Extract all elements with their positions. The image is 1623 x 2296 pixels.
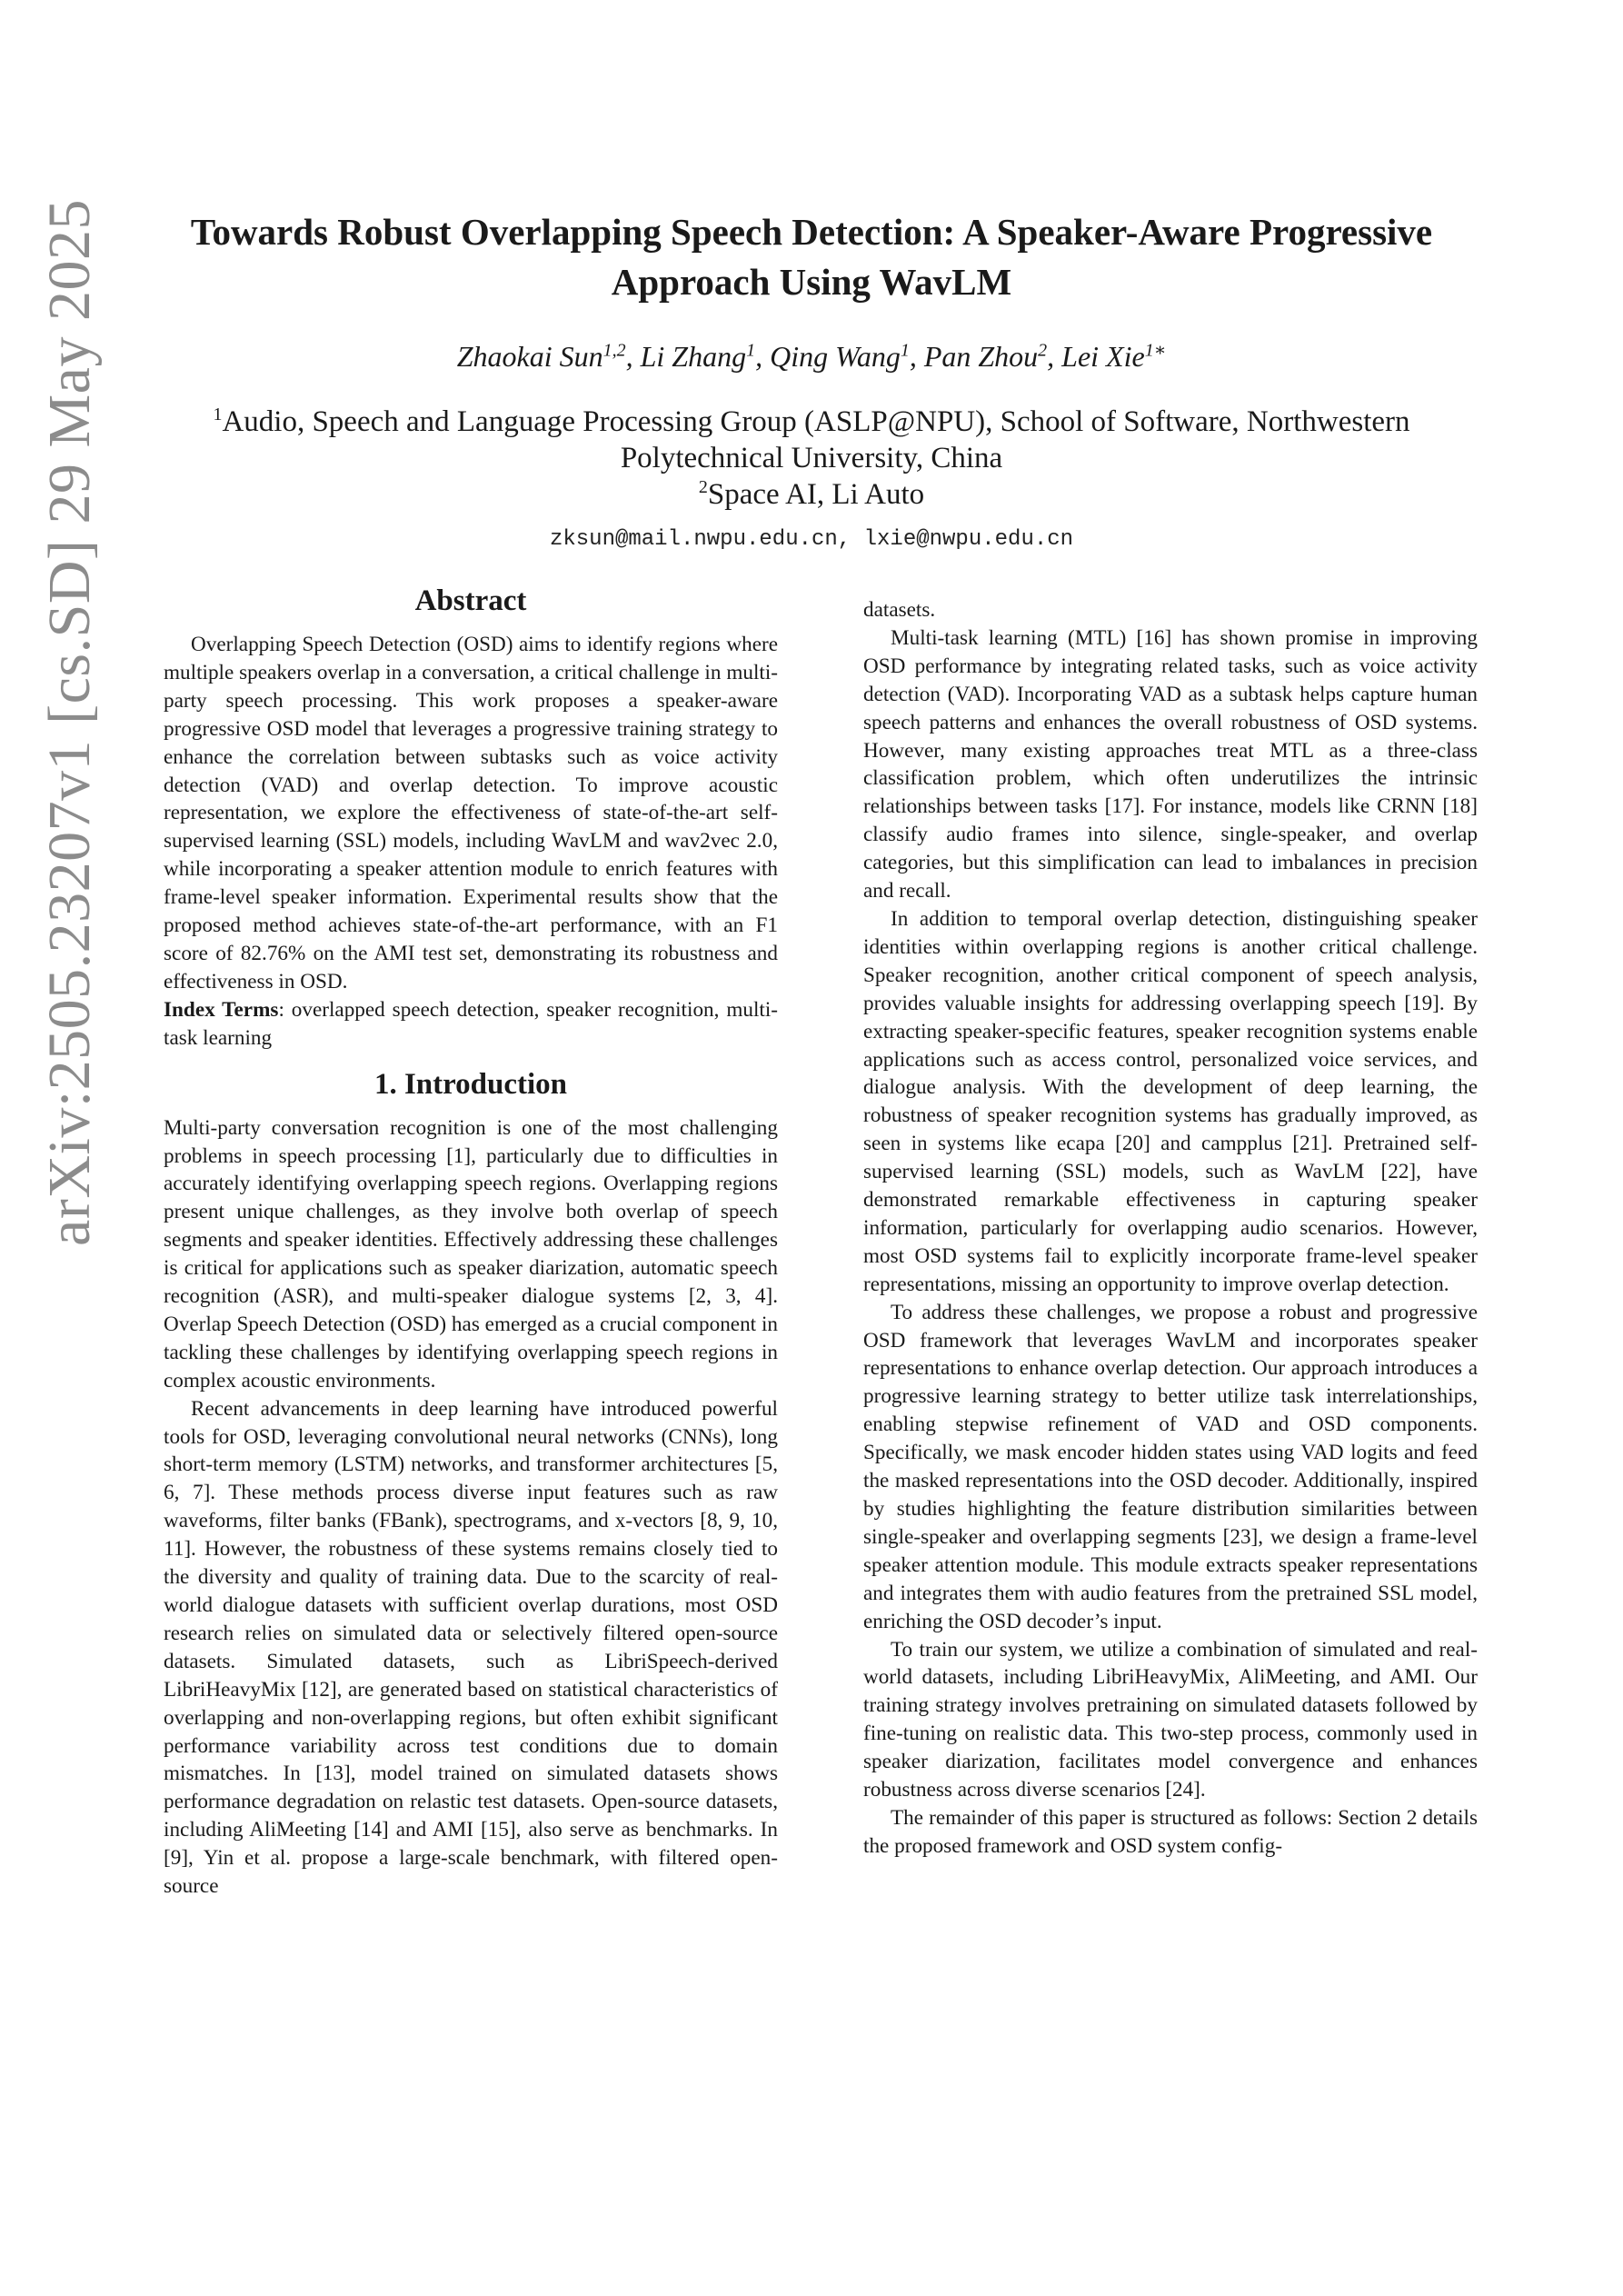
intro-paragraph-5: To address these challenges, we propose a robust and progressive OSD framework that leverages WavLM and incorporates speaker representations to enhance overlap detection. Our approach introduces a progressive learning strategy to better utilize task interrelationships, enabling stepwise refinement of VAD and OSD components. Specifically, we mask encoder hidden states using VAD logits and feed the masked representations into the OSD decoder. Additionally, inspired by studies highlighting the feature distribution similarities between single-speaker and overlapping segments [23], we design a frame-level speaker attention module. This module extracts speaker representations and integrates them with audio features from the pretrained SSL model, enriching the OSD decoder’s input. <box>863 1300 1478 1633</box>
intro-paragraph-6: To train our system, we utilize a combination of simulated and real-world datasets, including LibriHeavyMix, AliMeeting, and AMI. Our training strategy involves pretraining on simulated datasets followed by fine-tuning on realistic data. This two-step process, commonly used in speaker diarization, facilitates model convergence and enhances robustness across diverse scenarios [24]. <box>863 1637 1478 1802</box>
intro-paragraph-2-cont: datasets. <box>863 598 936 622</box>
left-column <box>164 582 778 1901</box>
right-column <box>863 596 1478 1861</box>
intro-paragraph-7: The remainder of this paper is structured as follows: Section 2 details the proposed framework and OSD system config- <box>863 1805 1478 1858</box>
index-terms: Index Terms: overlapped speech detection, speaker recognition, multi-task learning <box>164 997 778 1050</box>
paper-title <box>136 207 1487 307</box>
author-list <box>136 338 1487 374</box>
abstract-heading: Abstract <box>414 584 527 617</box>
title-line-1: Towards Robust Overlapping Speech Detection: A Speaker-Aware Progressive <box>190 211 1433 253</box>
intro-paragraph-3: Multi-task learning (MTL) [16] has shown promise in improving OSD performance by integrating related tasks, such as voice activity detection (VAD). Incorporating VAD as a subtask helps capture human speech patterns and enhances the overall robustness of OSD systems. However, many existing approaches treat MTL as a three-class classification problem, which often underutilizes the intrinsic relationships between tasks [17]. For instance, models like CRNN [18] classify audio frames into silence, single-speaker, and overlap categories, but this simplification can lead to imbalances in precision and recall. <box>863 625 1478 903</box>
author: Zhaokai Sun$^{1,2}$, <box>456 340 641 373</box>
affiliation-2: $^2$Space AI, Li Auto <box>698 477 925 511</box>
author-emails: zksun@mail.nwpu.edu.cn, lxie@nwpu.edu.cn <box>549 527 1074 552</box>
intro-paragraph-2: Recent advancements in deep learning have introduced powerful tools for OSD, leveraging convolutional neural networks (CNNs), long short-term memory (LSTM) networks, and transformer architectures [5, 6, 7]. These methods process diverse input features such as raw waveforms, filter banks (FBank), spectrograms, and x-vectors [8, 9, 10, 11]. However, the robustness of these systems remains closely tied to the diversity and quality of training data. Due to the scarcity of real-world dialogue datasets with sufficient overlap durations, most OSD research relies on simulated data or selectively filtered open-source datasets. Simulated datasets, such as LibriSpeech-derived LibriHeavyMix [12], are generated based on statistical characteristics of overlapping and non-overlapping regions, but often exhibit significant performance variability across test conditions due to domain mismatches. In [13], model trained on simulated datasets shows performance degradation on relastic test datasets. Open-source datasets, including AliMeeting [14] and AMI [15], also serve as benchmarks. In [9], Yin et al. propose a large-scale benchmark, with filtered open-source <box>164 1396 778 1899</box>
intro-paragraph-1: Multi-party conversation recognition is one of the most challenging problems in speech processing [1], particularly due to difficulties in accurately identifying overlapping speech regions. Overlapping regions present unique challenges, as they involve both overlap of speech segments and speaker identities. Effectively addressing these challenges is critical for applications such as speaker diarization, automatic speech recognition (ASR), and multi-speaker dialogue systems [2, 3, 4]. Overlap Speech Detection (OSD) has emerged as a crucial component in tackling these challenges by identifying overlapping speech regions in complex acoustic environments. <box>164 1115 778 1393</box>
author: Pan Zhou$^2$, <box>923 340 1062 373</box>
title-line-2: Approach Using WavLM <box>611 261 1012 303</box>
abstract-text: Overlapping Speech Detection (OSD) aims to identify regions where multiple speakers overlap in a conversation, a critical challenge in multi-party speech processing. This work proposes a speaker-aware progressive OSD model that leverages a progressive training strategy to enhance the correlation between subtasks such as voice activity detection (VAD) and overlap detection. To improve acoustic representation, we explore the effectiveness of state-of-the-art self-supervised learning (SSL) models, including WavLM and wav2vec 2.0, while incorporating a speaker attention module to enrich features with frame-level speaker information. Experimental results show that the proposed method achieves state-of-the-art performance, with an F1 score of 82.76% on the AMI test set, demonstrating its robustness and effectiveness in OSD. <box>164 633 778 993</box>
intro-paragraph-4: In addition to temporal overlap detection, distinguishing speaker identities within overlapping regions is another critical challenge. Speaker recognition, another critical component of speech analysis, provides valuable insights for addressing overlapping speech [19]. By extracting speaker-specific features, speaker recognition systems enable applications such as access control, personalized voice services, and dialogue analysis. With the development of deep learning, the robustness of speaker recognition systems has gradually improved, as seen in systems like ecapa [20] and campplus [21]. Pretrained self-supervised learning (SSL) models, such as WavLM [22], have demonstrated remarkable effectiveness in capturing speaker information, particularly for overlapping audio scenarios. However, most OSD systems fail to explicitly incorporate frame-level speaker representations, missing an opportunity to improve overlap detection. <box>863 906 1478 1296</box>
author: Qing Wang$^1$, <box>770 340 924 373</box>
index-terms-label: Index Terms <box>164 997 279 1022</box>
affiliation-1-cont: Polytechnical University, China <box>620 442 1003 474</box>
arxiv-side-stamp: arXiv:2505.23207v1 [cs.SD] 29 May 2025 <box>36 199 103 1246</box>
affiliations <box>136 404 1487 513</box>
affiliation-1: $^1$Audio, Speech and Language Processing Group (ASLP@NPU), School of Software, Northwestern <box>213 404 1410 438</box>
introduction-heading: 1. Introduction <box>373 1067 568 1101</box>
author: Li Zhang$^1$, <box>640 340 771 373</box>
author: Lei Xie$^{1∗}$ <box>1061 340 1167 373</box>
